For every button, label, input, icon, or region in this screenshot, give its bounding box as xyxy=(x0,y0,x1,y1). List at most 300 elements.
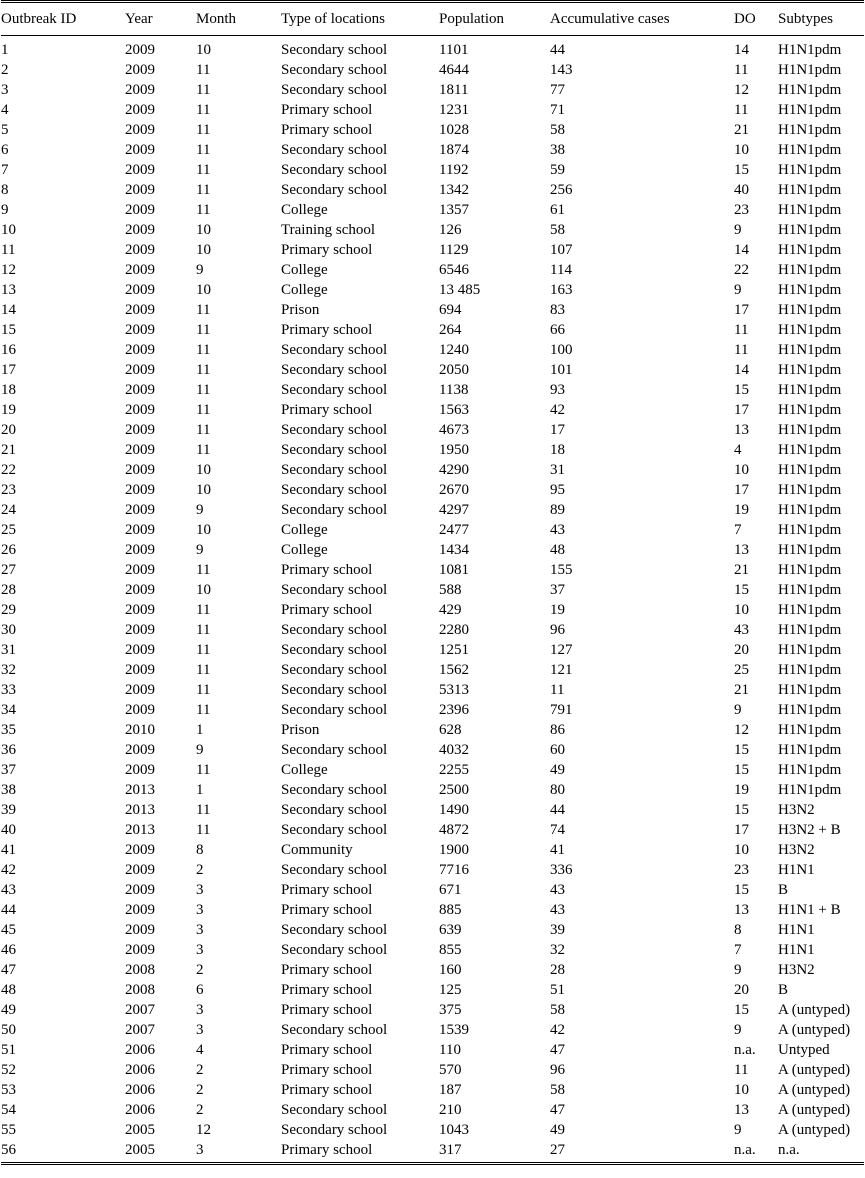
cell-do: 17 xyxy=(734,302,749,318)
cell-population: 429 xyxy=(439,602,462,618)
cell-do: 15 xyxy=(734,582,749,598)
table-row xyxy=(1,600,864,620)
cell-outbreak-id: 26 xyxy=(1,542,16,558)
cell-month: 10 xyxy=(196,242,211,258)
table-row xyxy=(1,380,864,400)
cell-location-type: Secondary school xyxy=(281,62,388,78)
cell-location-type: Secondary school xyxy=(281,862,388,878)
cell-do: 11 xyxy=(734,342,749,358)
cell-subtype: H1N1pdm xyxy=(778,522,842,538)
cell-population: 1490 xyxy=(439,802,469,818)
cell-month: 4 xyxy=(196,1042,204,1058)
cell-location-type: Primary school xyxy=(281,102,373,118)
table-row xyxy=(1,340,864,360)
table-row xyxy=(1,740,864,760)
cell-month: 9 xyxy=(196,742,204,758)
cell-year: 2009 xyxy=(125,462,155,478)
cell-accumulative-cases: 58 xyxy=(550,1082,565,1098)
cell-location-type: Secondary school xyxy=(281,382,388,398)
cell-outbreak-id: 53 xyxy=(1,1082,16,1098)
cell-location-type: Primary school xyxy=(281,882,373,898)
cell-outbreak-id: 50 xyxy=(1,1022,16,1038)
cell-month: 3 xyxy=(196,1142,204,1158)
cell-population: 375 xyxy=(439,1002,462,1018)
cell-outbreak-id: 13 xyxy=(1,282,16,298)
cell-location-type: Secondary school xyxy=(281,82,388,98)
table-row xyxy=(1,440,864,460)
table-row xyxy=(1,640,864,660)
cell-year: 2010 xyxy=(125,722,155,738)
cell-outbreak-id: 40 xyxy=(1,822,16,838)
cell-subtype: H1N1pdm xyxy=(778,142,842,158)
table-row xyxy=(1,880,864,900)
cell-do: 15 xyxy=(734,882,749,898)
cell-year: 2009 xyxy=(125,82,155,98)
cell-population: 855 xyxy=(439,942,462,958)
cell-subtype: A (untyped) xyxy=(778,1062,851,1078)
cell-population: 2255 xyxy=(439,762,469,778)
table-row xyxy=(1,800,864,820)
cell-subtype: H1N1pdm xyxy=(778,442,842,458)
cell-subtype: H1N1pdm xyxy=(778,462,842,478)
cell-subtype: H1N1pdm xyxy=(778,402,842,418)
cell-month: 3 xyxy=(196,942,204,958)
cell-outbreak-id: 1 xyxy=(1,42,9,58)
cell-do: 23 xyxy=(734,202,749,218)
cell-subtype: H1N1pdm xyxy=(778,262,842,278)
cell-month: 11 xyxy=(196,802,211,818)
cell-population: 7716 xyxy=(439,862,469,878)
cell-accumulative-cases: 48 xyxy=(550,542,565,558)
cell-location-type: Secondary school xyxy=(281,1022,388,1038)
cell-month: 10 xyxy=(196,462,211,478)
cell-month: 11 xyxy=(196,682,211,698)
cell-accumulative-cases: 58 xyxy=(550,222,565,238)
cell-accumulative-cases: 47 xyxy=(550,1042,565,1058)
cell-outbreak-id: 43 xyxy=(1,882,16,898)
cell-accumulative-cases: 18 xyxy=(550,442,565,458)
table-row xyxy=(1,280,864,300)
cell-location-type: Secondary school xyxy=(281,662,388,678)
cell-location-type: Secondary school xyxy=(281,942,388,958)
cell-outbreak-id: 14 xyxy=(1,302,16,318)
cell-do: 15 xyxy=(734,1002,749,1018)
cell-year: 2009 xyxy=(125,482,155,498)
table-row xyxy=(1,1000,864,1020)
cell-population: 1043 xyxy=(439,1122,469,1138)
table-row xyxy=(1,320,864,340)
cell-subtype: H1N1pdm xyxy=(778,602,842,618)
cell-subtype: H1N1pdm xyxy=(778,342,842,358)
cell-outbreak-id: 15 xyxy=(1,322,16,338)
cell-population: 4673 xyxy=(439,422,469,438)
cell-outbreak-id: 31 xyxy=(1,642,16,658)
cell-location-type: Primary school xyxy=(281,1062,373,1078)
cell-location-type: Primary school xyxy=(281,562,373,578)
cell-subtype: H1N1pdm xyxy=(778,102,842,118)
cell-do: 9 xyxy=(734,1022,742,1038)
cell-accumulative-cases: 42 xyxy=(550,402,565,418)
cell-month: 2 xyxy=(196,1062,204,1078)
cell-month: 3 xyxy=(196,882,204,898)
cell-month: 2 xyxy=(196,1102,204,1118)
cell-year: 2009 xyxy=(125,182,155,198)
cell-year: 2009 xyxy=(125,42,155,58)
cell-subtype: A (untyped) xyxy=(778,1102,851,1118)
cell-outbreak-id: 28 xyxy=(1,582,16,598)
table-row xyxy=(1,820,864,840)
cell-month: 11 xyxy=(196,442,211,458)
cell-population: 1251 xyxy=(439,642,469,658)
cell-population: 1342 xyxy=(439,182,469,198)
cell-accumulative-cases: 41 xyxy=(550,842,565,858)
cell-subtype: H1N1pdm xyxy=(778,302,842,318)
cell-outbreak-id: 8 xyxy=(1,182,9,198)
cell-do: 22 xyxy=(734,262,749,278)
cell-accumulative-cases: 51 xyxy=(550,982,565,998)
cell-subtype: H1N1pdm xyxy=(778,222,842,238)
cell-accumulative-cases: 96 xyxy=(550,1062,565,1078)
table-row xyxy=(1,240,864,260)
cell-month: 11 xyxy=(196,562,211,578)
cell-accumulative-cases: 83 xyxy=(550,302,565,318)
cell-month: 9 xyxy=(196,502,204,518)
cell-location-type: Secondary school xyxy=(281,702,388,718)
cell-do: 19 xyxy=(734,782,749,798)
cell-population: 1562 xyxy=(439,662,469,678)
table-row xyxy=(1,840,864,860)
header-row xyxy=(1,2,864,36)
cell-population: 4872 xyxy=(439,822,469,838)
cell-location-type: Primary school xyxy=(281,902,373,918)
cell-location-type: Secondary school xyxy=(281,342,388,358)
cell-outbreak-id: 4 xyxy=(1,102,9,118)
cell-population: 5313 xyxy=(439,682,469,698)
cell-location-type: Primary school xyxy=(281,1002,373,1018)
cell-accumulative-cases: 100 xyxy=(550,342,573,358)
cell-population: 2670 xyxy=(439,482,469,498)
cell-month: 11 xyxy=(196,402,211,418)
cell-month: 10 xyxy=(196,582,211,598)
cell-outbreak-id: 3 xyxy=(1,82,9,98)
cell-subtype: H3N2 xyxy=(778,962,815,978)
cell-year: 2009 xyxy=(125,102,155,118)
cell-population: 2396 xyxy=(439,702,469,718)
cell-year: 2009 xyxy=(125,162,155,178)
header-do: DO xyxy=(734,11,756,27)
cell-accumulative-cases: 37 xyxy=(550,582,565,598)
cell-subtype: H1N1pdm xyxy=(778,82,842,98)
cell-population: 1563 xyxy=(439,402,469,418)
cell-population: 13 485 xyxy=(439,282,481,298)
cell-month: 11 xyxy=(196,422,211,438)
cell-year: 2009 xyxy=(125,122,155,138)
cell-population: 1950 xyxy=(439,442,469,458)
cell-subtype: H1N1pdm xyxy=(778,662,842,678)
table-row xyxy=(1,1060,864,1080)
cell-outbreak-id: 34 xyxy=(1,702,16,718)
cell-year: 2009 xyxy=(125,362,155,378)
table-row xyxy=(1,580,864,600)
cell-do: 14 xyxy=(734,42,749,58)
cell-do: 15 xyxy=(734,802,749,818)
cell-month: 11 xyxy=(196,162,211,178)
cell-outbreak-id: 22 xyxy=(1,462,16,478)
cell-population: 4644 xyxy=(439,62,469,78)
cell-do: 17 xyxy=(734,402,749,418)
cell-location-type: Secondary school xyxy=(281,582,388,598)
cell-population: 1081 xyxy=(439,562,469,578)
cell-location-type: Secondary school xyxy=(281,782,388,798)
cell-location-type: Primary school xyxy=(281,242,373,258)
table-row xyxy=(1,1120,864,1140)
cell-outbreak-id: 47 xyxy=(1,962,16,978)
cell-location-type: College xyxy=(281,202,328,218)
cell-subtype: H1N1pdm xyxy=(778,782,842,798)
cell-year: 2009 xyxy=(125,562,155,578)
cell-accumulative-cases: 336 xyxy=(550,862,573,878)
table-row xyxy=(1,1080,864,1100)
cell-month: 11 xyxy=(196,822,211,838)
cell-outbreak-id: 37 xyxy=(1,762,16,778)
table-row xyxy=(1,780,864,800)
cell-accumulative-cases: 32 xyxy=(550,942,565,958)
cell-month: 10 xyxy=(196,42,211,58)
table-row xyxy=(1,36,864,61)
cell-location-type: Secondary school xyxy=(281,162,388,178)
cell-do: 15 xyxy=(734,742,749,758)
cell-year: 2009 xyxy=(125,382,155,398)
cell-subtype: H1N1pdm xyxy=(778,762,842,778)
cell-year: 2013 xyxy=(125,822,155,838)
cell-do: 17 xyxy=(734,482,749,498)
cell-year: 2009 xyxy=(125,742,155,758)
cell-population: 110 xyxy=(439,1042,461,1058)
cell-do: 11 xyxy=(734,322,749,338)
cell-outbreak-id: 49 xyxy=(1,1002,16,1018)
cell-population: 885 xyxy=(439,902,462,918)
cell-outbreak-id: 5 xyxy=(1,122,9,138)
cell-do: 9 xyxy=(734,282,742,298)
cell-do: 10 xyxy=(734,842,749,858)
cell-do: 13 xyxy=(734,902,749,918)
cell-subtype: H1N1 + B xyxy=(778,902,841,918)
table-row xyxy=(1,180,864,200)
cell-population: 6546 xyxy=(439,262,469,278)
cell-subtype: B xyxy=(778,982,789,998)
cell-outbreak-id: 33 xyxy=(1,682,16,698)
cell-population: 1101 xyxy=(439,42,469,58)
cell-year: 2006 xyxy=(125,1082,155,1098)
cell-accumulative-cases: 101 xyxy=(550,362,573,378)
cell-accumulative-cases: 143 xyxy=(550,62,573,78)
cell-do: 9 xyxy=(734,962,742,978)
cell-subtype: H1N1pdm xyxy=(778,242,842,258)
cell-population: 1192 xyxy=(439,162,469,178)
cell-subtype: H1N1pdm xyxy=(778,382,842,398)
cell-year: 2009 xyxy=(125,882,155,898)
cell-location-type: Secondary school xyxy=(281,742,388,758)
table-row xyxy=(1,680,864,700)
cell-population: 2477 xyxy=(439,522,469,538)
cell-location-type: Secondary school xyxy=(281,1102,388,1118)
cell-do: 10 xyxy=(734,462,749,478)
cell-accumulative-cases: 47 xyxy=(550,1102,565,1118)
cell-accumulative-cases: 86 xyxy=(550,722,565,738)
table-row xyxy=(1,160,864,180)
cell-location-type: Primary school xyxy=(281,1082,373,1098)
cell-accumulative-cases: 96 xyxy=(550,622,565,638)
cell-month: 8 xyxy=(196,842,204,858)
cell-year: 2009 xyxy=(125,402,155,418)
cell-accumulative-cases: 28 xyxy=(550,962,565,978)
cell-outbreak-id: 56 xyxy=(1,1142,16,1158)
cell-do: n.a. xyxy=(734,1042,756,1058)
cell-subtype: H1N1pdm xyxy=(778,362,842,378)
cell-outbreak-id: 25 xyxy=(1,522,16,538)
cell-population: 4032 xyxy=(439,742,469,758)
cell-accumulative-cases: 114 xyxy=(550,262,572,278)
cell-population: 694 xyxy=(439,302,462,318)
cell-outbreak-id: 32 xyxy=(1,662,16,678)
cell-location-type: Secondary school xyxy=(281,802,388,818)
cell-year: 2006 xyxy=(125,1062,155,1078)
table-row xyxy=(1,400,864,420)
cell-accumulative-cases: 60 xyxy=(550,742,565,758)
cell-month: 11 xyxy=(196,302,211,318)
cell-population: 317 xyxy=(439,1142,462,1158)
cell-do: 20 xyxy=(734,642,749,658)
cell-year: 2013 xyxy=(125,782,155,798)
cell-outbreak-id: 18 xyxy=(1,382,16,398)
table-row xyxy=(1,1140,864,1164)
cell-year: 2009 xyxy=(125,242,155,258)
cell-subtype: H1N1pdm xyxy=(778,42,842,58)
cell-outbreak-id: 27 xyxy=(1,562,16,578)
cell-do: 20 xyxy=(734,982,749,998)
cell-accumulative-cases: 93 xyxy=(550,382,565,398)
cell-year: 2006 xyxy=(125,1042,155,1058)
cell-month: 2 xyxy=(196,862,204,878)
cell-subtype: H1N1 xyxy=(778,862,815,878)
cell-outbreak-id: 23 xyxy=(1,482,16,498)
table-row xyxy=(1,720,864,740)
cell-outbreak-id: 54 xyxy=(1,1102,16,1118)
cell-do: 9 xyxy=(734,222,742,238)
outbreak-table xyxy=(1,0,864,1165)
cell-location-type: Secondary school xyxy=(281,462,388,478)
cell-subtype: H3N2 xyxy=(778,802,815,818)
cell-year: 2009 xyxy=(125,302,155,318)
cell-outbreak-id: 21 xyxy=(1,442,16,458)
cell-do: 23 xyxy=(734,862,749,878)
cell-accumulative-cases: 43 xyxy=(550,522,565,538)
cell-subtype: n.a. xyxy=(778,1142,800,1158)
cell-accumulative-cases: 44 xyxy=(550,42,565,58)
cell-year: 2008 xyxy=(125,982,155,998)
cell-subtype: H1N1 xyxy=(778,922,815,938)
cell-month: 11 xyxy=(196,762,211,778)
cell-outbreak-id: 36 xyxy=(1,742,16,758)
cell-location-type: College xyxy=(281,522,328,538)
cell-do: 10 xyxy=(734,1082,749,1098)
cell-accumulative-cases: 77 xyxy=(550,82,565,98)
cell-population: 264 xyxy=(439,322,462,338)
header-population: Population xyxy=(439,11,505,27)
cell-year: 2009 xyxy=(125,922,155,938)
cell-month: 1 xyxy=(196,722,204,738)
cell-subtype: H1N1pdm xyxy=(778,562,842,578)
cell-subtype: H1N1pdm xyxy=(778,502,842,518)
table-row xyxy=(1,480,864,500)
cell-month: 11 xyxy=(196,102,211,118)
cell-year: 2009 xyxy=(125,202,155,218)
table-row xyxy=(1,860,864,880)
cell-outbreak-id: 19 xyxy=(1,402,16,418)
cell-do: 13 xyxy=(734,1102,749,1118)
cell-population: 1434 xyxy=(439,542,469,558)
cell-subtype: H3N2 + B xyxy=(778,822,841,838)
cell-subtype: A (untyped) xyxy=(778,1122,851,1138)
table-row xyxy=(1,660,864,680)
cell-year: 2009 xyxy=(125,622,155,638)
cell-population: 125 xyxy=(439,982,462,998)
cell-do: 15 xyxy=(734,762,749,778)
table-row xyxy=(1,460,864,480)
cell-accumulative-cases: 58 xyxy=(550,1002,565,1018)
cell-location-type: Secondary school xyxy=(281,442,388,458)
cell-year: 2009 xyxy=(125,642,155,658)
cell-year: 2009 xyxy=(125,502,155,518)
cell-do: 9 xyxy=(734,702,742,718)
cell-outbreak-id: 29 xyxy=(1,602,16,618)
cell-month: 11 xyxy=(196,62,211,78)
cell-population: 160 xyxy=(439,962,462,978)
cell-year: 2009 xyxy=(125,262,155,278)
cell-accumulative-cases: 89 xyxy=(550,502,565,518)
cell-subtype: H1N1 xyxy=(778,942,815,958)
table-row xyxy=(1,620,864,640)
cell-year: 2009 xyxy=(125,282,155,298)
cell-month: 11 xyxy=(196,202,211,218)
cell-accumulative-cases: 95 xyxy=(550,482,565,498)
cell-outbreak-id: 44 xyxy=(1,902,16,918)
cell-do: 7 xyxy=(734,942,742,958)
cell-location-type: Primary school xyxy=(281,962,373,978)
table-row xyxy=(1,920,864,940)
cell-year: 2009 xyxy=(125,942,155,958)
cell-location-type: Prison xyxy=(281,722,320,738)
cell-do: 19 xyxy=(734,502,749,518)
cell-accumulative-cases: 59 xyxy=(550,162,565,178)
cell-month: 11 xyxy=(196,122,211,138)
table-row xyxy=(1,980,864,1000)
cell-location-type: Training school xyxy=(281,222,376,238)
table-row xyxy=(1,1020,864,1040)
cell-month: 10 xyxy=(196,282,211,298)
cell-do: 25 xyxy=(734,662,749,678)
cell-subtype: H1N1pdm xyxy=(778,582,842,598)
cell-location-type: Secondary school xyxy=(281,422,388,438)
cell-accumulative-cases: 19 xyxy=(550,602,565,618)
table-row xyxy=(1,300,864,320)
cell-month: 10 xyxy=(196,522,211,538)
cell-location-type: Primary school xyxy=(281,1042,373,1058)
cell-accumulative-cases: 11 xyxy=(550,682,565,698)
cell-location-type: College xyxy=(281,262,328,278)
cell-accumulative-cases: 49 xyxy=(550,762,565,778)
cell-accumulative-cases: 127 xyxy=(550,642,573,658)
